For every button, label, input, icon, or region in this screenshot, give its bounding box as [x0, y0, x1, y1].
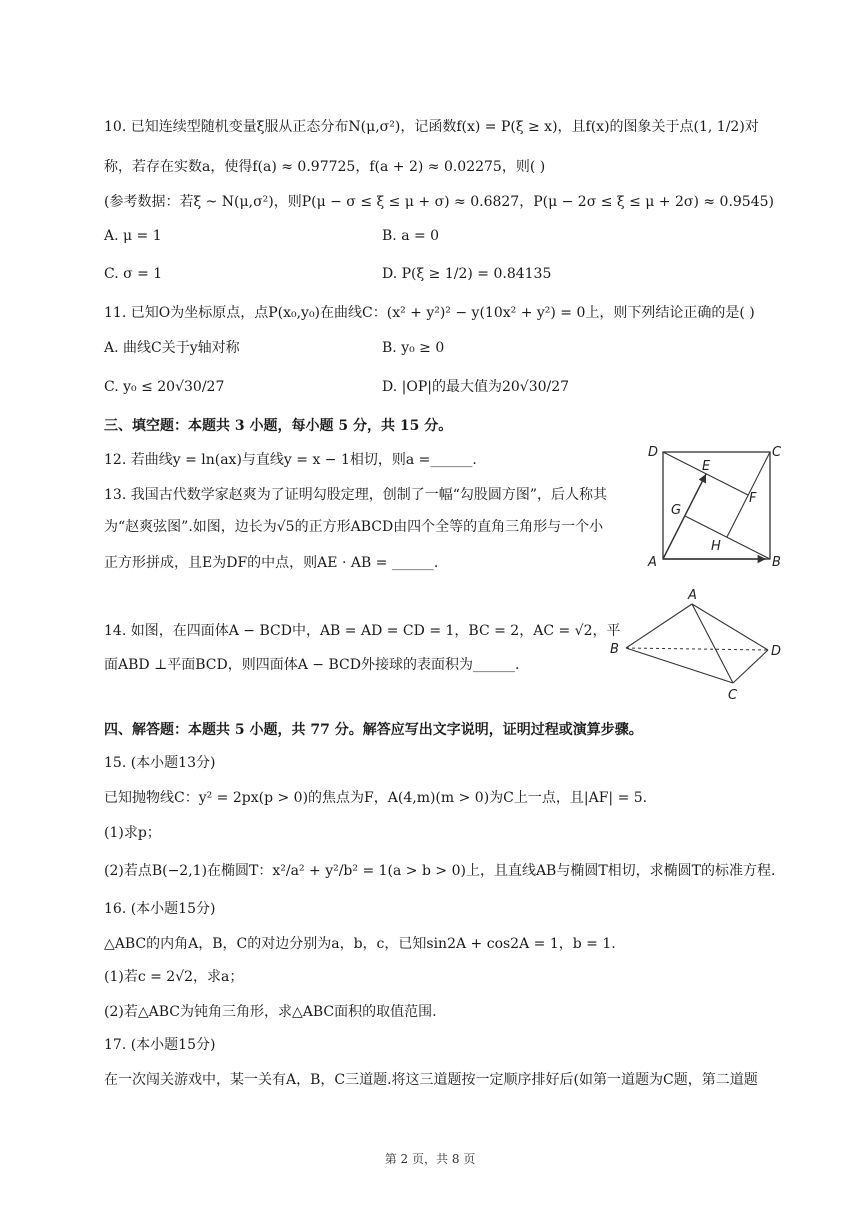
- q14-line1: 14. 如图，在四面体A − BCD中，AB = AD = CD = 1，BC = 2，AC = √2，平: [104, 623, 621, 639]
- label-g: G: [671, 503, 682, 518]
- q10-reference-data: (参考数据：若ξ ~ N(μ,σ²)，则P(μ − σ ≤ ξ ≤ μ + σ) ≈ 0.6827，P(μ − 2σ ≤ ξ ≤ μ + 2σ) ≈ 0.9545): [104, 194, 774, 210]
- label-h: H: [711, 539, 721, 554]
- label-e: E: [702, 459, 711, 474]
- label-c: C: [772, 445, 782, 460]
- q10-line2: 称，若存在实数a，使得f(a) ≈ 0.97725，f(a + 2) ≈ 0.02275，则( ): [104, 159, 546, 175]
- tetrahedron-diagram: [608, 586, 788, 706]
- q10-option-a: A. μ = 1: [104, 228, 162, 244]
- label-a: A: [688, 588, 697, 603]
- q11-option-c: C. y₀ ≤ 20√30/27: [104, 379, 225, 395]
- label-f: F: [749, 491, 757, 506]
- q10-option-b: B. a = 0: [382, 228, 440, 244]
- q10-line1: 10. 已知连续型随机变量ξ服从正态分布N(μ,σ²)，记函数f(x) = P(ξ ≥ x)，且f(x)的图象关于点(1, 1/2)对: [104, 119, 759, 135]
- q11-option-d: D. |OP|的最大值为20√30/27: [382, 379, 570, 395]
- q16-line2: (1)若c = 2√2，求a；: [104, 969, 244, 985]
- label-b: B: [772, 555, 781, 570]
- label-d: D: [771, 644, 782, 659]
- q14-line2: 面ABD ⊥平面BCD，则四面体A − BCD外接球的表面积为______.: [104, 657, 520, 673]
- section-4-heading: 四、解答题：本题共 5 小题，共 77 分。解答应写出文字说明，证明过程或演算步骤。: [104, 722, 643, 738]
- q10-option-d: D. P(ξ ≥ 1/2) = 0.84135: [382, 266, 552, 282]
- q17-line1: 在一次闯关游戏中，某一关有A，B，C三道题.将这三道题按一定顺序排好后(如第一道题为C题，第二道题: [104, 1072, 758, 1088]
- q11-option-b: B. y₀ ≥ 0: [382, 340, 445, 356]
- q15-line3: (2)若点B(−2,1)在椭圆T：x²/a² + y²/b² = 1(a > b > 0)上，且直线AB与椭圆T相切，求椭圆T的标准方程.: [104, 863, 776, 879]
- label-c: C: [728, 688, 738, 703]
- q13-line3: 正方形拼成，且E为DF的中点，则AE · AB = ______.: [104, 555, 439, 571]
- q11-option-a: A. 曲线C关于y轴对称: [104, 340, 240, 356]
- q10-option-c: C. σ = 1: [104, 266, 163, 282]
- q13-line1: 13. 我国古代数学家赵爽为了证明勾股定理，创制了一幅“勾股圆方图”，后人称其: [104, 487, 608, 503]
- label-d: D: [648, 445, 659, 460]
- page-footer: 第 2 页，共 8 页: [384, 1152, 476, 1166]
- q11-line1: 11. 已知O为坐标原点，点P(x₀,y₀)在曲线C：(x² + y²)² − y(10x² + y²) = 0上，则下列结论正确的是( ): [104, 305, 755, 321]
- q16-title: 16. (本小题15分): [104, 901, 216, 917]
- section-3-heading: 三、填空题：本题共 3 小题，每小题 5 分，共 15 分。: [104, 418, 453, 434]
- q15-line2: (1)求p；: [104, 825, 161, 841]
- q16-line3: (2)若△ABC为钝角三角形，求△ABC面积的取值范围.: [104, 1004, 437, 1020]
- label-b: B: [610, 642, 619, 657]
- q16-line1: △ABC的内角A，B，C的对边分别为a，b，c，已知sin2A + cos2A = 1，b = 1.: [104, 936, 616, 952]
- q15-line1: 已知抛物线C：y² = 2px(p > 0)的焦点为F，A(4,m)(m > 0)为C上一点，且|AF| = 5.: [104, 790, 648, 806]
- q15-title: 15. (本小题13分): [104, 755, 216, 771]
- q17-title: 17. (本小题15分): [104, 1037, 216, 1053]
- zhao-shuang-diagram: [648, 442, 788, 572]
- q12-line: 12. 若曲线y = ln(ax)与直线y = x − 1相切，则a =______.: [104, 452, 477, 468]
- q13-line2: 为“赵爽弦图”.如图，边长为√5的正方形ABCD由四个全等的直角三角形与一个小: [104, 519, 604, 535]
- label-a: A: [648, 555, 657, 570]
